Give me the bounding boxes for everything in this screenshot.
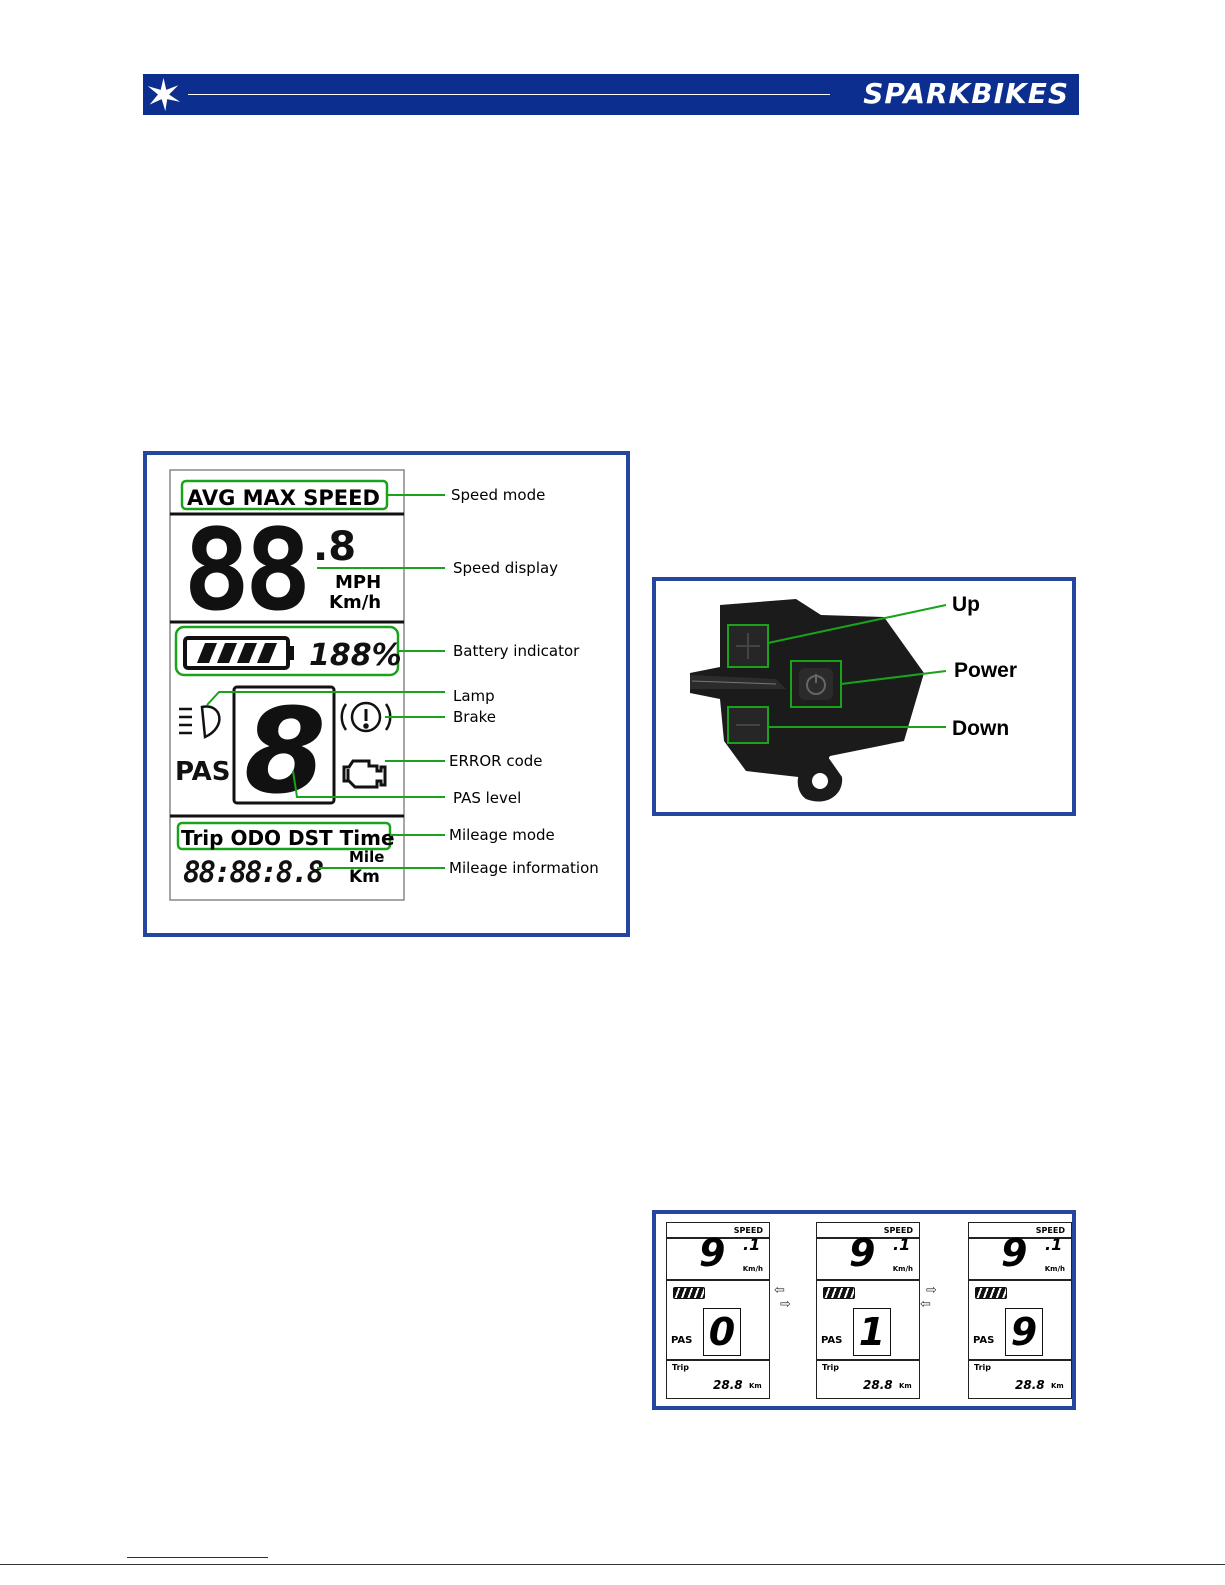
unit-kmh: Km/h <box>329 592 382 613</box>
speed-label: SPEED <box>883 1226 913 1235</box>
callout-error-code: ERROR code <box>449 752 543 770</box>
unit-mile: Mile <box>349 848 385 866</box>
pas-label: PAS <box>821 1335 843 1346</box>
speed-unit: Km/h <box>1044 1265 1065 1273</box>
unit-km: Km <box>349 867 380 887</box>
arrow-right-icon: ⇨ <box>780 1296 791 1311</box>
pas-level-value: 0 <box>708 1310 736 1354</box>
trip-label: Trip <box>974 1363 991 1372</box>
controller-diagram <box>656 581 1072 812</box>
speed-decimal: .8 <box>313 524 357 570</box>
speed-value: 9 <box>1001 1231 1026 1275</box>
footer-rule <box>0 1564 1225 1565</box>
callout-lamp: Lamp <box>453 687 495 705</box>
speed-value: 9 <box>849 1231 874 1275</box>
mount-hole <box>812 773 828 789</box>
pas-label: PAS <box>973 1335 995 1346</box>
callout-mileage-information: Mileage information <box>449 859 599 877</box>
pas-screen-1 <box>816 1222 920 1399</box>
pas-label: PAS <box>175 757 231 787</box>
speed-label: SPEED <box>1035 1226 1065 1235</box>
speed-decimal: .1 <box>893 1235 911 1254</box>
battery-icon <box>823 1287 855 1299</box>
pas-level-value: 1 <box>858 1310 886 1354</box>
power-label: Power <box>954 659 1018 682</box>
spark-star-icon <box>145 76 182 113</box>
unit-mph: MPH <box>335 572 382 593</box>
speed-mode-text: AVG MAX SPEED <box>187 486 380 510</box>
callout-pas-level: PAS level <box>453 789 522 807</box>
speed-decimal: .1 <box>1045 1235 1063 1254</box>
pas-level-value: 9 <box>1010 1310 1038 1354</box>
callout-battery-indicator: Battery indicator <box>453 642 580 660</box>
controller-frame <box>652 577 1076 816</box>
lcd-diagram-frame <box>143 451 630 937</box>
battery-icon <box>975 1287 1007 1299</box>
callout-speed-mode: Speed mode <box>451 486 546 504</box>
callout-speed-display: Speed display <box>453 559 559 577</box>
pas-screen-0 <box>666 1222 770 1399</box>
mileage-digits: 88:88:8.8 <box>183 855 323 889</box>
brand-logo-text: SPARKBIKES <box>863 77 1069 110</box>
arrow-left-icon: ⇦ <box>774 1282 785 1297</box>
speed-label: SPEED <box>733 1226 763 1235</box>
lcd-diagram <box>147 455 627 933</box>
speed-digits: 88 <box>183 506 306 636</box>
battery-icon <box>673 1287 705 1299</box>
pas-screen-9 <box>968 1222 1072 1399</box>
pas-screens-frame <box>652 1210 1076 1410</box>
speed-value: 9 <box>699 1231 724 1275</box>
arrow-left-icon: ⇦ <box>920 1296 931 1311</box>
trip-label: Trip <box>822 1363 839 1372</box>
pas-level-box <box>1005 1308 1043 1356</box>
mileage-mode-text: Trip ODO DST Time <box>181 826 395 850</box>
pas-level-box <box>853 1308 891 1356</box>
pas-level-box <box>703 1308 741 1356</box>
battery-percent: 188% <box>309 638 402 673</box>
trip-unit: Km <box>899 1382 912 1390</box>
header-banner <box>143 74 1079 115</box>
trip-label: Trip <box>672 1363 689 1372</box>
up-label: Up <box>952 593 980 616</box>
trip-unit: Km <box>1051 1382 1064 1390</box>
speed-unit: Km/h <box>742 1265 763 1273</box>
header-rule <box>188 94 830 95</box>
pas-digit: 8 <box>244 682 327 820</box>
down-label: Down <box>952 717 1010 740</box>
trip-unit: Km <box>749 1382 762 1390</box>
trip-value: 28.8 <box>863 1378 893 1392</box>
footer-link-underline[interactable] <box>127 1557 268 1558</box>
arrow-right-icon: ⇨ <box>926 1282 937 1297</box>
speed-decimal: .1 <box>743 1235 761 1254</box>
speed-unit: Km/h <box>892 1265 913 1273</box>
callout-brake: Brake <box>453 708 497 726</box>
trip-value: 28.8 <box>713 1378 743 1392</box>
pas-label: PAS <box>671 1335 693 1346</box>
trip-value: 28.8 <box>1015 1378 1045 1392</box>
callout-mileage-mode: Mileage mode <box>449 826 555 844</box>
